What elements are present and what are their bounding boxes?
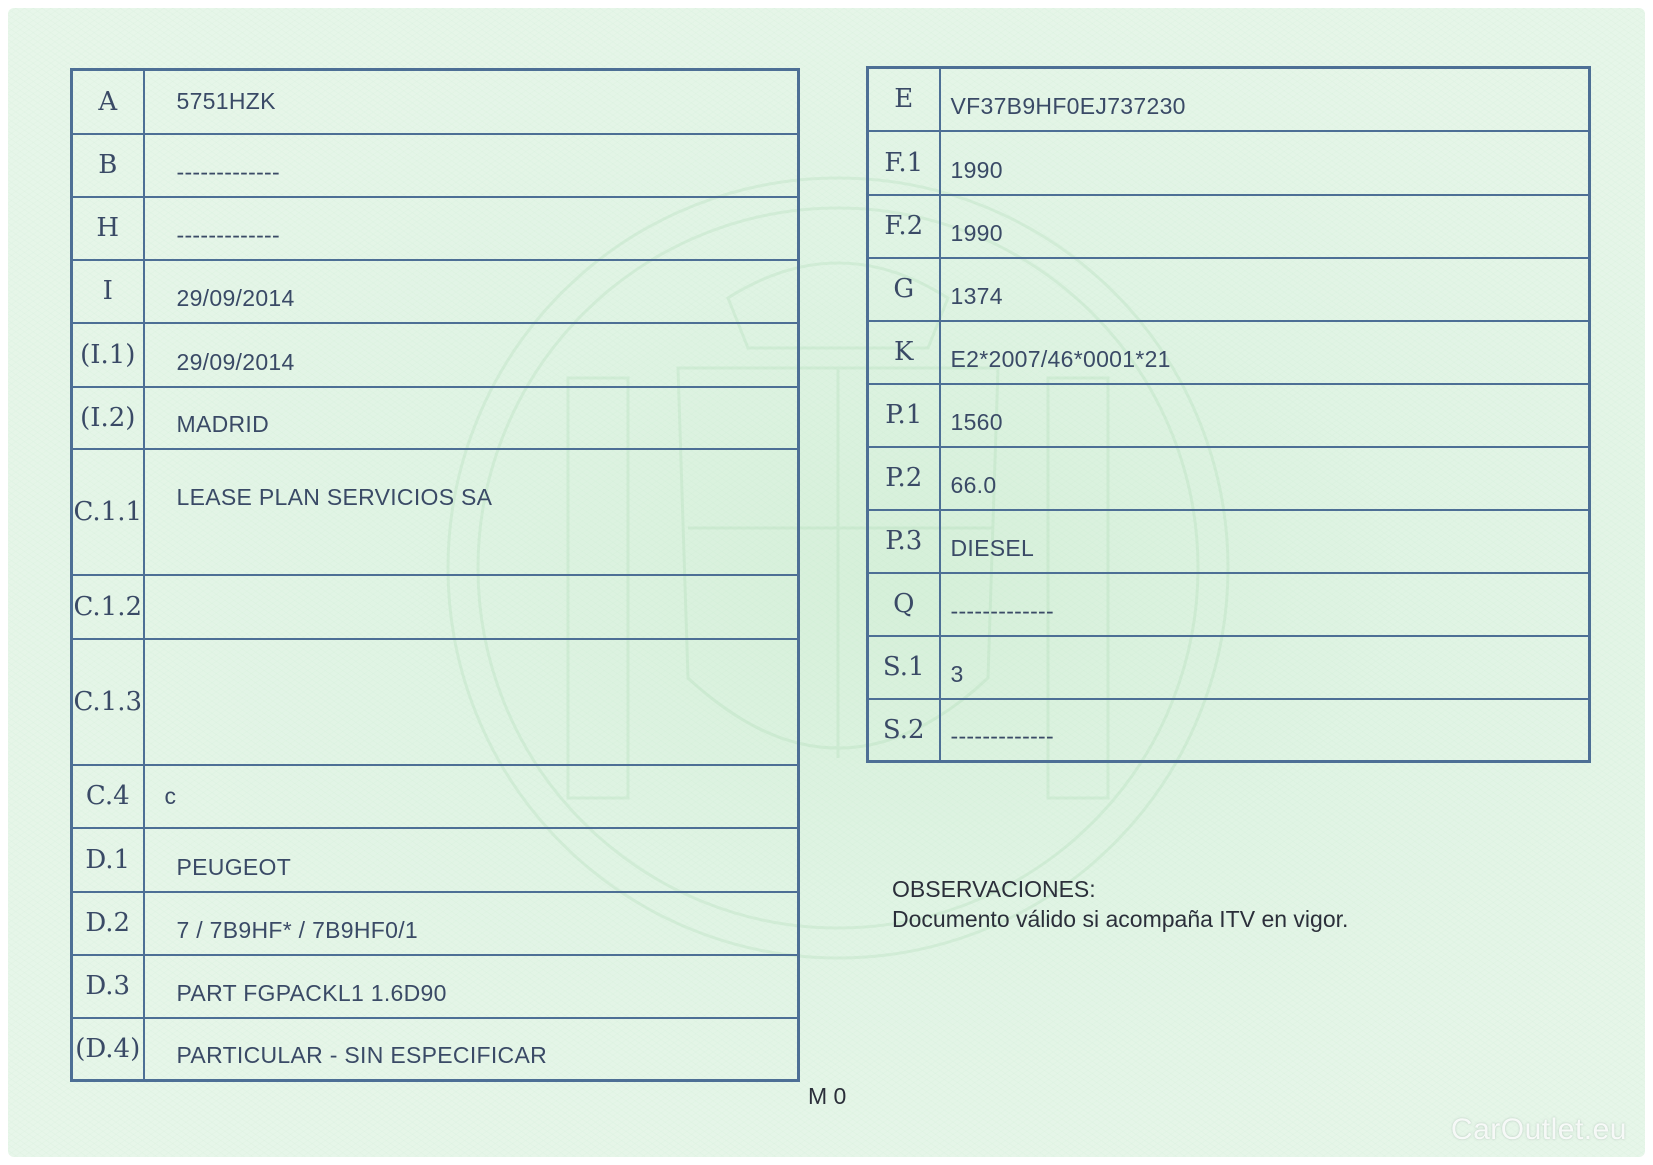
- field-row-d2: [72, 892, 799, 955]
- field-row-p3: [868, 510, 1590, 573]
- field-label: S.1: [868, 636, 940, 699]
- holder-name: LEASE PLAN SERVICIOS SA: [144, 449, 799, 575]
- field-row-p2: [868, 447, 1590, 510]
- field-row-d4: [72, 1018, 799, 1081]
- field-row-d1: [72, 828, 799, 892]
- field-row-f2: [868, 195, 1590, 258]
- field-label: D.1: [72, 828, 144, 892]
- field-label: H: [72, 197, 144, 260]
- field-row-h: [72, 197, 799, 260]
- engine-power: 66.0: [940, 447, 1590, 510]
- seat-count: 3: [940, 636, 1590, 699]
- field-value: MADRID: [144, 387, 799, 449]
- registration-number: 5751HZK: [144, 70, 799, 134]
- left-field-table: [70, 68, 800, 1082]
- field-row-c4: [72, 765, 799, 828]
- observations-title: OBSERVACIONES:: [892, 876, 1096, 902]
- field-row-q: [868, 573, 1590, 636]
- field-label: F.1: [868, 131, 940, 195]
- field-row-c11: [72, 449, 799, 575]
- field-label: P.3: [868, 510, 940, 573]
- field-label: I: [72, 260, 144, 323]
- field-row-c12: [72, 575, 799, 639]
- field-value: 29/09/2014: [144, 323, 799, 387]
- field-row-k: [868, 321, 1590, 384]
- vin-number: VF37B9HF0EJ737230: [940, 68, 1590, 131]
- field-row-f1: [868, 131, 1590, 195]
- field-label: (D.4): [72, 1018, 144, 1081]
- first-registration-date: 29/09/2014: [144, 260, 799, 323]
- field-label: B: [72, 134, 144, 197]
- field-label: F.2: [868, 195, 940, 258]
- field-row-i1: [72, 323, 799, 387]
- field-row-c13: [72, 639, 799, 765]
- field-label: P.2: [868, 447, 940, 510]
- field-value: 1990: [940, 195, 1590, 258]
- observations-text: Documento válido si acompaña ITV en vigor.: [892, 906, 1349, 932]
- field-value: 1374: [940, 258, 1590, 321]
- field-label: (I.2): [72, 387, 144, 449]
- field-value: 1990: [940, 131, 1590, 195]
- field-value: c: [144, 765, 799, 828]
- field-label: C.1.3: [72, 639, 144, 765]
- observations-block: [892, 874, 1348, 934]
- field-row-s1: [868, 636, 1590, 699]
- document-marker: M 0: [808, 1083, 847, 1109]
- field-row-i2: [72, 387, 799, 449]
- field-value: [144, 639, 799, 765]
- field-row-s2: [868, 699, 1590, 762]
- field-value: [144, 575, 799, 639]
- field-label: K: [868, 321, 940, 384]
- field-label: C.1.1: [72, 449, 144, 575]
- commercial-description: PART FGPACKL1 1.6D90: [144, 955, 799, 1018]
- field-label: D.3: [72, 955, 144, 1018]
- field-value: -------------: [940, 573, 1590, 636]
- engine-capacity: 1560: [940, 384, 1590, 447]
- field-value: -------------: [940, 699, 1590, 762]
- field-value: -------------: [144, 134, 799, 197]
- registration-document: [8, 8, 1645, 1157]
- field-row-g: [868, 258, 1590, 321]
- field-label: D.2: [72, 892, 144, 955]
- field-row-a: [72, 70, 799, 134]
- site-watermark: CarOutlet.eu: [1450, 1113, 1627, 1146]
- field-row-e: [868, 68, 1590, 131]
- field-value: -------------: [144, 197, 799, 260]
- field-label: A: [72, 70, 144, 134]
- field-label: C.1.2: [72, 575, 144, 639]
- field-label: (I.1): [72, 323, 144, 387]
- field-row-b: [72, 134, 799, 197]
- field-label: C.4: [72, 765, 144, 828]
- field-label: P.1: [868, 384, 940, 447]
- field-value: PARTICULAR - SIN ESPECIFICAR: [144, 1018, 799, 1081]
- vehicle-type: 7 / 7B9HF* / 7B9HF0/1: [144, 892, 799, 955]
- vehicle-make: PEUGEOT: [144, 828, 799, 892]
- field-row-p1: [868, 384, 1590, 447]
- field-label: S.2: [868, 699, 940, 762]
- field-label: G: [868, 258, 940, 321]
- field-row-i: [72, 260, 799, 323]
- type-approval-number: E2*2007/46*0001*21: [940, 321, 1590, 384]
- field-label: E: [868, 68, 940, 131]
- right-field-table: [866, 66, 1591, 763]
- field-row-d3: [72, 955, 799, 1018]
- fuel-type: DIESEL: [940, 510, 1590, 573]
- field-label: Q: [868, 573, 940, 636]
